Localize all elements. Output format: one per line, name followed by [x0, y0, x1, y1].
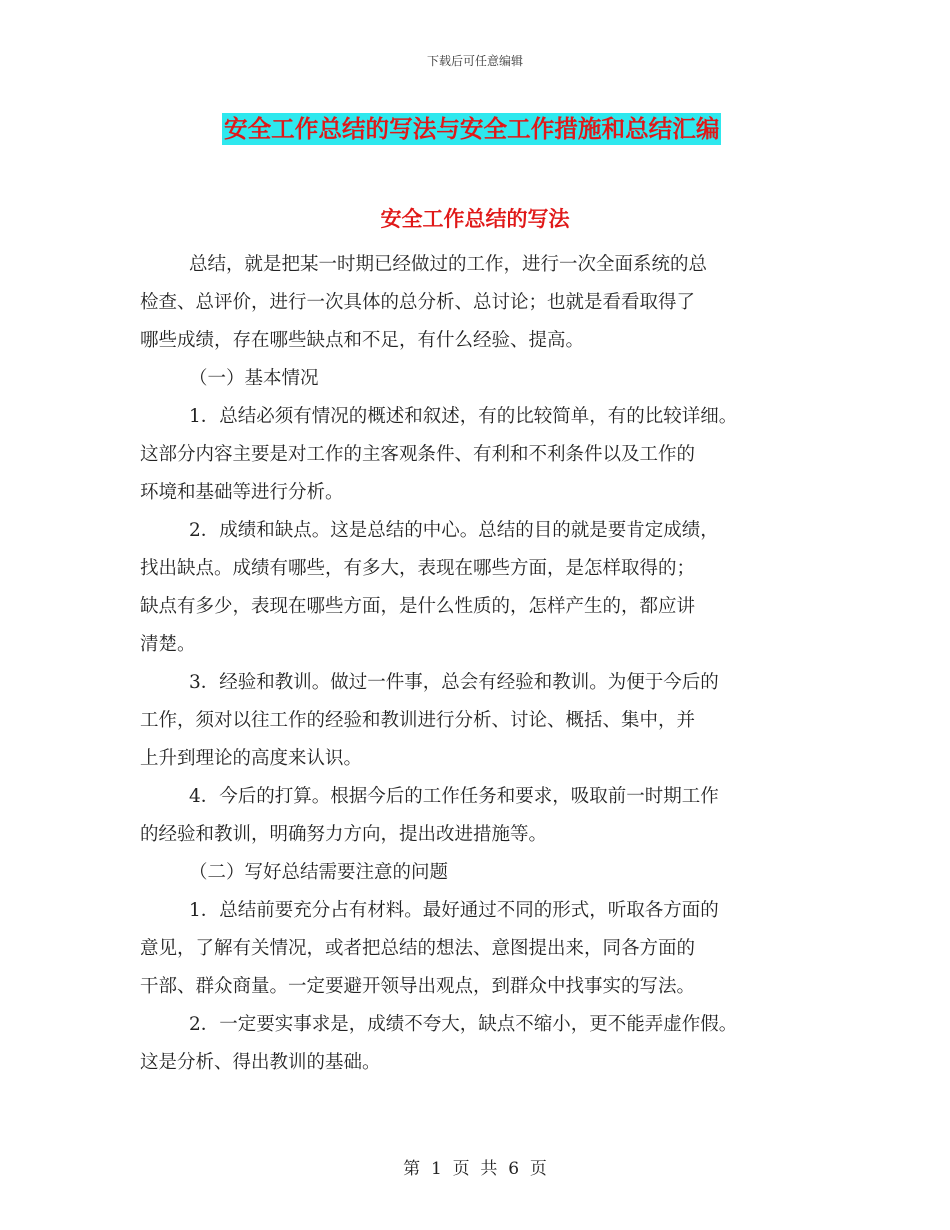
- paragraph-line: 总结，就是把某一时期已经做过的工作，进行一次全面系统的总: [189, 254, 708, 275]
- paragraph-line: 2．成绩和缺点。这是总结的中心。总结的目的就是要肯定成绩，: [189, 520, 719, 541]
- paragraph-line: 3．经验和教训。做过一件事，总会有经验和教训。为便于今后的: [189, 672, 719, 693]
- paragraph-line: 缺点有多少，表现在哪些方面，是什么性质的，怎样产生的，都应讲: [140, 596, 696, 617]
- header-note: 下载后可任意编辑: [426, 54, 523, 68]
- paragraph-line: 意见，了解有关情况，或者把总结的想法、意图提出来，同各方面的: [140, 938, 696, 959]
- paragraph-line: 4．今后的打算。根据今后的工作任务和要求，吸取前一时期工作: [189, 786, 719, 807]
- paragraph-line: 干部、群众商量。一定要避开领导出观点，到群众中找事实的写法。: [140, 976, 696, 997]
- paragraph-line: 2．一定要实事求是，成绩不夸大，缺点不缩小，更不能弄虚作假。: [189, 1014, 738, 1035]
- body-text: [140, 246, 840, 1082]
- paragraph-line: 工作，须对以往工作的经验和教训进行分析、讨论、概括、集中，并: [140, 710, 696, 731]
- paragraph-line: 1．总结必须有情况的概述和叙述，有的比较简单，有的比较详细。: [189, 406, 738, 427]
- paragraph-line: 环境和基础等进行分析。: [140, 482, 344, 503]
- paragraph-line: 上升到理论的高度来认识。: [140, 748, 363, 769]
- section-title: 安全工作总结的写法: [380, 207, 570, 231]
- paragraph-line: 清楚。: [140, 634, 196, 655]
- paragraph-line: 这部分内容主要是对工作的主客观条件、有利和不利条件以及工作的: [140, 444, 696, 465]
- page-number-footer: 第 1 页 共 6 页: [403, 1159, 547, 1179]
- subheading-basic-situation: （一）基本情况: [189, 368, 319, 389]
- subheading-writing-notes: （二）写好总结需要注意的问题: [189, 862, 449, 883]
- paragraph-line: 哪些成绩，存在哪些缺点和不足，有什么经验、提高。: [140, 330, 585, 351]
- document-title: 安全工作总结的写法与安全工作措施和总结汇编: [224, 115, 720, 143]
- paragraph-line: 1．总结前要充分占有材料。最好通过不同的形式，听取各方面的: [189, 900, 719, 921]
- paragraph-line: 找出缺点。成绩有哪些，有多大，表现在哪些方面，是怎样取得的；: [140, 558, 696, 579]
- paragraph-line: 检查、总评价，进行一次具体的总分析、总讨论；也就是看看取得了: [140, 292, 696, 313]
- paragraph-line: 这是分析、得出教训的基础。: [140, 1052, 381, 1073]
- paragraph-line: 的经验和教训，明确努力方向，提出改进措施等。: [140, 824, 548, 845]
